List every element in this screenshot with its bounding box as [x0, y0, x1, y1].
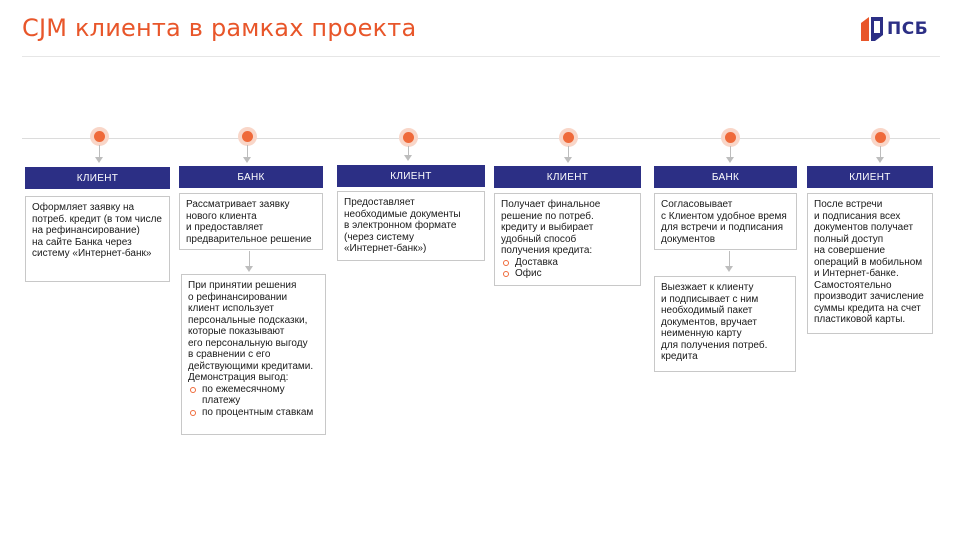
- card-line: клиент использует: [188, 303, 274, 314]
- card-line: суммы кредита на счет: [814, 302, 921, 314]
- actor-label: КЛИЕНТ: [494, 166, 641, 188]
- card-line: действующими кредитами.: [188, 360, 314, 372]
- timeline-dot: [403, 132, 414, 143]
- psb-logo: [861, 17, 935, 41]
- bullet-line: по процентным ставкам: [202, 406, 314, 418]
- step-card: [25, 196, 170, 282]
- card-line: (через систему: [344, 231, 414, 243]
- card-line: персональные подсказки,: [188, 314, 308, 326]
- bullet-line: по ежемесячному: [202, 383, 285, 395]
- card-line: для встречи и подписания: [661, 222, 784, 233]
- card-line: на совершение: [814, 245, 886, 256]
- card-line: нового клиента: [186, 210, 257, 222]
- connector-line: [729, 251, 730, 267]
- timeline-line: [22, 138, 940, 139]
- card-line: для получения потреб.: [661, 339, 768, 351]
- card-line: на сайте Банка через: [32, 236, 132, 248]
- card-line: производит зачисление: [814, 291, 924, 302]
- card-line: его персональную выгоду: [188, 337, 308, 349]
- card-line: и подписывает с ним: [661, 293, 759, 305]
- arrow-down-icon: [404, 155, 412, 161]
- card-line: Оформляет заявку на: [32, 202, 135, 213]
- delivery-options-list: [501, 257, 634, 280]
- card-line: полный доступ: [814, 233, 884, 245]
- actor-label: КЛИЕНТ: [25, 167, 170, 189]
- step-card: [654, 193, 797, 250]
- card-line: необходимые документы: [344, 208, 461, 220]
- card-line: Предоставляет: [344, 197, 415, 208]
- card-line: систему «Интернет-банк»: [32, 248, 152, 259]
- arrow-down-icon: [243, 157, 251, 163]
- card-line: в электронном формате: [344, 220, 457, 231]
- card-line: Получает финальное: [501, 199, 601, 210]
- card-line: документов, вручает: [661, 316, 757, 328]
- arrow-down-icon: [95, 157, 103, 163]
- card-line: После встречи: [814, 199, 883, 210]
- card-line: При принятии решения: [188, 280, 297, 291]
- arrow-down-icon: [725, 266, 733, 272]
- bullet-line: платежу: [202, 395, 241, 406]
- card-line: документов: [661, 233, 716, 245]
- card-line: которые показывают: [188, 326, 285, 337]
- actor-label: БАНК: [179, 166, 323, 188]
- step-card: [494, 193, 641, 286]
- bullet-item: [188, 407, 319, 419]
- header-divider: [22, 56, 940, 57]
- card-line: Рассматривает заявку: [186, 199, 290, 210]
- card-line: кредита: [661, 351, 698, 362]
- arrow-down-icon: [876, 157, 884, 163]
- actor-label: БАНК: [654, 166, 797, 188]
- card-line: и подписания всех: [814, 210, 901, 222]
- bullet-item: Офис: [501, 268, 634, 280]
- timeline-dot: [94, 131, 105, 142]
- card-line: в сравнении с его: [188, 349, 271, 360]
- card-line: пластиковой карты.: [814, 314, 906, 325]
- card-line: необходимый пакет: [661, 305, 753, 316]
- timeline-dot: [725, 132, 736, 143]
- timeline-dot: [875, 132, 886, 143]
- logo-text: ПСБ: [887, 19, 929, 39]
- arrow-down-icon: [726, 157, 734, 163]
- card-line: о рефинансировании: [188, 291, 288, 303]
- card-line: «Интернет-банк»): [344, 243, 427, 254]
- card-line: Демонстрация выгод:: [188, 372, 289, 383]
- card-line: Самостоятельно: [814, 279, 892, 291]
- card-line: операций в мобильном: [814, 256, 923, 268]
- page-title: CJM клиента в рамках проекта: [22, 14, 417, 42]
- card-line: неименную карту: [661, 328, 742, 339]
- card-line: потреб. кредит (в том числе: [32, 213, 162, 225]
- psb-logo-icon: [861, 17, 883, 41]
- step-detail-card: [181, 274, 326, 435]
- card-line: и предоставляет: [186, 222, 264, 233]
- actor-label: КЛИЕНТ: [807, 166, 933, 188]
- card-line: кредиту и выбирает: [501, 222, 594, 233]
- step-detail-card: [654, 276, 796, 372]
- arrow-down-icon: [564, 157, 572, 163]
- connector-line: [249, 251, 250, 267]
- card-line: получения кредита:: [501, 245, 593, 256]
- card-line: Выезжает к клиенту: [661, 282, 754, 293]
- step-card: [179, 193, 323, 250]
- card-line: решение по потреб.: [501, 210, 594, 222]
- card-line: и Интернет-банке.: [814, 268, 899, 279]
- card-line: на рефинансирование): [32, 225, 140, 236]
- card-line: с Клиентом удобное время: [661, 210, 787, 222]
- card-line: Согласовывает: [661, 199, 733, 210]
- bullet-item: [188, 384, 319, 407]
- arrow-down-icon: [245, 266, 253, 272]
- card-line: документов получает: [814, 222, 914, 233]
- card-line: удобный способ: [501, 233, 577, 245]
- step-card: [337, 191, 485, 261]
- timeline-dot: [563, 132, 574, 143]
- timeline-dot: [242, 131, 253, 142]
- bullet-item: Доставка: [501, 257, 634, 269]
- card-line: предварительное решение: [186, 233, 312, 245]
- benefit-list: [188, 384, 319, 419]
- actor-label: КЛИЕНТ: [337, 165, 485, 187]
- step-card: [807, 193, 933, 334]
